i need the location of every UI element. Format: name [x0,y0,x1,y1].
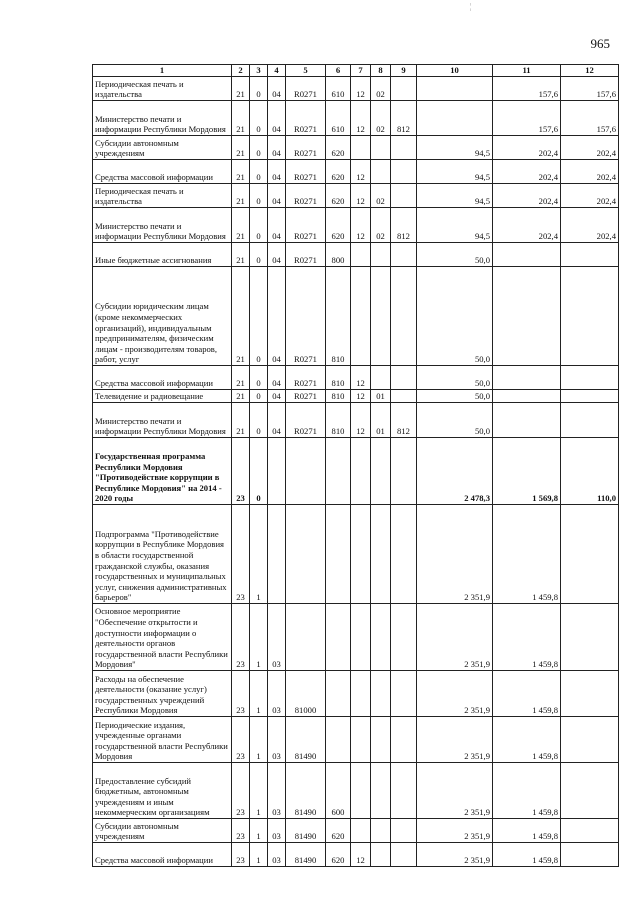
direction-code-cell: R0271 [286,101,326,136]
direction-code-cell: R0271 [286,136,326,160]
subprogram-code-cell: 0 [250,160,268,184]
table-row [93,208,619,243]
expense-type-cell: 620 [326,184,351,208]
ministry-code-cell [391,843,417,867]
column-header: 3 [250,65,268,77]
event-code-cell [268,438,286,505]
expense-type-cell [326,671,351,717]
amount-year1-cell: 2 351,9 [417,763,493,819]
column-header: 10 [417,65,493,77]
direction-code-cell: R0271 [286,403,326,438]
amount-year1-cell: 2 478,3 [417,438,493,505]
amount-year1-cell [417,101,493,136]
row-name-cell: Расходы на обеспечение деятельности (оказание услуг) государственных учреждений Республики Мордовия [93,671,232,717]
amount-year2-cell: 157,6 [493,77,561,101]
subprogram-code-cell: 0 [250,438,268,505]
direction-code-cell: 81490 [286,763,326,819]
section-code-cell: 21 [232,160,250,184]
direction-code-cell: 81490 [286,843,326,867]
subsection-cell [371,505,391,604]
section-cell: 12 [351,160,371,184]
expense-type-cell: 600 [326,763,351,819]
section-code-cell: 21 [232,390,250,403]
ministry-code-cell [391,763,417,819]
ministry-code-cell [391,438,417,505]
subprogram-code-cell: 1 [250,717,268,763]
amount-year2-cell: 1 459,8 [493,843,561,867]
amount-year2-cell [493,403,561,438]
subsection-cell [371,160,391,184]
event-code-cell: 04 [268,160,286,184]
amount-year1-cell: 50,0 [417,403,493,438]
amount-year1-cell: 94,5 [417,136,493,160]
table-row [93,763,619,819]
column-header: 12 [561,65,619,77]
expense-type-cell [326,505,351,604]
table-row [93,243,619,267]
event-code-cell: 03 [268,717,286,763]
direction-code-cell: R0271 [286,208,326,243]
amount-year2-cell: 1 459,8 [493,505,561,604]
row-name-cell: Предоставление субсидий бюджетным, автономным учреждениям и иным некоммерческим организациям [93,763,232,819]
ministry-code-cell [391,390,417,403]
event-code-cell: 04 [268,136,286,160]
row-name-cell: Периодическая печать и издательства [93,184,232,208]
expense-type-cell: 810 [326,267,351,366]
table-row [93,403,619,438]
column-header: 9 [391,65,417,77]
column-header: 5 [286,65,326,77]
amount-year2-cell: 1 569,8 [493,438,561,505]
direction-code-cell [286,438,326,505]
table-row [93,717,619,763]
row-name-cell: Средства массовой информации [93,843,232,867]
subsection-cell [371,671,391,717]
amount-year1-cell: 2 351,9 [417,819,493,843]
event-code-cell: 03 [268,843,286,867]
subprogram-code-cell: 0 [250,77,268,101]
subsection-cell: 02 [371,208,391,243]
amount-year1-cell: 2 351,9 [417,843,493,867]
expense-type-cell: 620 [326,843,351,867]
ministry-code-cell [391,267,417,366]
ministry-code-cell [391,160,417,184]
section-cell [351,505,371,604]
column-header: 2 [232,65,250,77]
amount-year1-cell: 2 351,9 [417,717,493,763]
table-row [93,819,619,843]
event-code-cell: 04 [268,77,286,101]
expense-type-cell: 620 [326,136,351,160]
row-name-cell: Субсидии автономным учреждениям [93,136,232,160]
table-row [93,366,619,390]
section-cell [351,267,371,366]
column-header: 7 [351,65,371,77]
event-code-cell [268,505,286,604]
amount-year3-cell [561,366,619,390]
amount-year2-cell: 1 459,8 [493,763,561,819]
table-row [93,843,619,867]
expense-type-cell [326,717,351,763]
section-code-cell: 21 [232,403,250,438]
section-code-cell: 21 [232,136,250,160]
section-code-cell: 23 [232,671,250,717]
row-name-cell: Периодические издания, учрежденные органами государственной власти Республики Мордовия [93,717,232,763]
column-header: 4 [268,65,286,77]
direction-code-cell: R0271 [286,366,326,390]
direction-code-cell: 81490 [286,819,326,843]
row-name-cell: Министерство печати и информации Республики Мордовия [93,403,232,438]
section-cell: 12 [351,843,371,867]
section-cell: 12 [351,208,371,243]
section-cell: 12 [351,77,371,101]
event-code-cell: 03 [268,763,286,819]
table-row [93,505,619,604]
row-name-cell: Телевидение и радиовещание [93,390,232,403]
row-name-cell: Подпрограмма "Противодействие коррупции в Республике Мордовия в области государственной гражданской службы, оказания государственных и муниципальных услуг, снижения административных барьеров" [93,505,232,604]
section-cell [351,243,371,267]
ministry-code-cell [391,717,417,763]
amount-year1-cell: 2 351,9 [417,671,493,717]
amount-year3-cell: 202,4 [561,184,619,208]
section-code-cell: 23 [232,819,250,843]
subsection-cell [371,717,391,763]
amount-year3-cell [561,843,619,867]
ministry-code-cell: 812 [391,101,417,136]
expense-type-cell: 620 [326,160,351,184]
ministry-code-cell [391,366,417,390]
subprogram-code-cell: 0 [250,403,268,438]
section-cell [351,438,371,505]
amount-year3-cell: 202,4 [561,136,619,160]
amount-year1-cell: 50,0 [417,390,493,403]
table-row [93,184,619,208]
subprogram-code-cell: 1 [250,671,268,717]
section-cell [351,136,371,160]
section-code-cell: 21 [232,101,250,136]
subsection-cell: 01 [371,403,391,438]
row-name-cell: Министерство печати и информации Республики Мордовия [93,101,232,136]
amount-year3-cell: 157,6 [561,77,619,101]
subsection-cell: 02 [371,184,391,208]
expense-type-cell: 610 [326,77,351,101]
subsection-cell [371,604,391,671]
expense-type-cell: 800 [326,243,351,267]
amount-year2-cell [493,390,561,403]
amount-year2-cell: 202,4 [493,208,561,243]
subsection-cell [371,366,391,390]
subprogram-code-cell: 1 [250,604,268,671]
ministry-code-cell: 812 [391,403,417,438]
section-code-cell: 23 [232,763,250,819]
amount-year2-cell: 1 459,8 [493,671,561,717]
amount-year2-cell: 1 459,8 [493,604,561,671]
section-cell [351,763,371,819]
section-cell: 12 [351,184,371,208]
column-header: 1 [93,65,232,77]
row-name-cell: Основное мероприятие "Обеспечение открытости и доступности информации о деятельности органов государственной власти Республики Мордовия" [93,604,232,671]
direction-code-cell: R0271 [286,267,326,366]
direction-code-cell: R0271 [286,184,326,208]
scan-mark: ¦ [470,2,472,11]
ministry-code-cell [391,243,417,267]
amount-year1-cell: 50,0 [417,243,493,267]
table-row [93,671,619,717]
column-header: 8 [371,65,391,77]
amount-year2-cell: 202,4 [493,136,561,160]
amount-year1-cell [417,77,493,101]
amount-year2-cell [493,243,561,267]
section-cell [351,604,371,671]
row-name-cell: Периодическая печать и издательства [93,77,232,101]
subprogram-code-cell: 0 [250,390,268,403]
direction-code-cell: R0271 [286,160,326,184]
section-code-cell: 23 [232,438,250,505]
subprogram-code-cell: 1 [250,505,268,604]
subsection-cell [371,243,391,267]
amount-year3-cell: 110,0 [561,438,619,505]
section-code-cell: 23 [232,843,250,867]
amount-year1-cell: 50,0 [417,267,493,366]
section-cell [351,717,371,763]
subprogram-code-cell: 1 [250,843,268,867]
section-code-cell: 21 [232,243,250,267]
event-code-cell: 04 [268,101,286,136]
column-header: 6 [326,65,351,77]
amount-year3-cell [561,390,619,403]
section-cell: 12 [351,366,371,390]
row-name-cell: Иные бюджетные ассигнования [93,243,232,267]
subprogram-code-cell: 0 [250,366,268,390]
ministry-code-cell [391,136,417,160]
section-cell: 12 [351,403,371,438]
column-header: 11 [493,65,561,77]
amount-year2-cell: 157,6 [493,101,561,136]
amount-year3-cell [561,267,619,366]
expense-type-cell: 620 [326,819,351,843]
subprogram-code-cell: 0 [250,184,268,208]
amount-year2-cell [493,267,561,366]
amount-year3-cell [561,403,619,438]
event-code-cell: 04 [268,184,286,208]
amount-year3-cell [561,604,619,671]
direction-code-cell: R0271 [286,243,326,267]
expense-type-cell: 620 [326,208,351,243]
amount-year1-cell: 94,5 [417,184,493,208]
subsection-cell: 02 [371,77,391,101]
row-name-cell: Министерство печати и информации Республики Мордовия [93,208,232,243]
section-code-cell: 21 [232,267,250,366]
subprogram-code-cell: 0 [250,243,268,267]
section-code-cell: 23 [232,505,250,604]
row-name-cell: Средства массовой информации [93,160,232,184]
ministry-code-cell [391,671,417,717]
amount-year1-cell: 2 351,9 [417,604,493,671]
ministry-code-cell [391,819,417,843]
section-cell: 12 [351,390,371,403]
subsection-cell: 01 [371,390,391,403]
event-code-cell: 04 [268,366,286,390]
expense-type-cell: 810 [326,390,351,403]
subsection-cell [371,763,391,819]
page-number: 965 [590,36,610,51]
expense-type-cell [326,604,351,671]
expense-type-cell [326,438,351,505]
event-code-cell: 04 [268,208,286,243]
subprogram-code-cell: 0 [250,136,268,160]
subsection-cell: 02 [371,101,391,136]
ministry-code-cell [391,505,417,604]
subsection-cell [371,136,391,160]
amount-year2-cell: 202,4 [493,160,561,184]
direction-code-cell: R0271 [286,390,326,403]
subprogram-code-cell: 1 [250,763,268,819]
ministry-code-cell [391,184,417,208]
row-name-cell: Государственная программа Республики Мордовия "Противодействие коррупции в Республике Мордовия" на 2014 - 2020 годы [93,438,232,505]
event-code-cell: 04 [268,403,286,438]
direction-code-cell: 81490 [286,717,326,763]
amount-year1-cell: 94,5 [417,160,493,184]
expense-type-cell: 610 [326,101,351,136]
ministry-code-cell: 812 [391,208,417,243]
section-cell: 12 [351,101,371,136]
ministry-code-cell [391,77,417,101]
subsection-cell [371,819,391,843]
section-code-cell: 23 [232,717,250,763]
event-code-cell: 03 [268,671,286,717]
amount-year3-cell: 157,6 [561,101,619,136]
table-row [93,101,619,136]
amount-year3-cell: 202,4 [561,208,619,243]
amount-year3-cell [561,505,619,604]
subsection-cell [371,843,391,867]
amount-year1-cell: 50,0 [417,366,493,390]
table-row [93,77,619,101]
section-code-cell: 21 [232,77,250,101]
section-code-cell: 21 [232,366,250,390]
section-code-cell: 21 [232,184,250,208]
section-code-cell: 21 [232,208,250,243]
row-name-cell: Субсидии автономным учреждениям [93,819,232,843]
amount-year3-cell: 202,4 [561,160,619,184]
event-code-cell: 03 [268,819,286,843]
row-name-cell: Средства массовой информации [93,366,232,390]
amount-year3-cell [561,763,619,819]
expense-type-cell: 810 [326,366,351,390]
amount-year2-cell: 202,4 [493,184,561,208]
amount-year2-cell: 1 459,8 [493,717,561,763]
section-cell [351,671,371,717]
table-row [93,136,619,160]
event-code-cell: 04 [268,267,286,366]
subprogram-code-cell: 0 [250,267,268,366]
direction-code-cell: R0271 [286,77,326,101]
amount-year3-cell [561,243,619,267]
direction-code-cell [286,604,326,671]
section-code-cell: 23 [232,604,250,671]
amount-year3-cell [561,671,619,717]
row-name-cell: Субсидии юридическим лицам (кроме некоммерческих организаций), индивидуальным предпринимателям, физическим лицам - производителям товаров, работ, услуг [93,267,232,366]
table-row [93,390,619,403]
table-header-row [93,65,619,77]
subprogram-code-cell: 0 [250,101,268,136]
expense-type-cell: 810 [326,403,351,438]
subsection-cell [371,438,391,505]
table-row [93,160,619,184]
ministry-code-cell [391,604,417,671]
amount-year2-cell: 1 459,8 [493,819,561,843]
event-code-cell: 04 [268,243,286,267]
subprogram-code-cell: 1 [250,819,268,843]
budget-table [92,64,619,867]
table-row [93,438,619,505]
event-code-cell: 03 [268,604,286,671]
table-row [93,267,619,366]
table-row [93,604,619,671]
subsection-cell [371,267,391,366]
amount-year3-cell [561,717,619,763]
section-cell [351,819,371,843]
event-code-cell: 04 [268,390,286,403]
direction-code-cell: 81000 [286,671,326,717]
amount-year1-cell: 94,5 [417,208,493,243]
subprogram-code-cell: 0 [250,208,268,243]
amount-year3-cell [561,819,619,843]
amount-year1-cell: 2 351,9 [417,505,493,604]
direction-code-cell [286,505,326,604]
amount-year2-cell [493,366,561,390]
